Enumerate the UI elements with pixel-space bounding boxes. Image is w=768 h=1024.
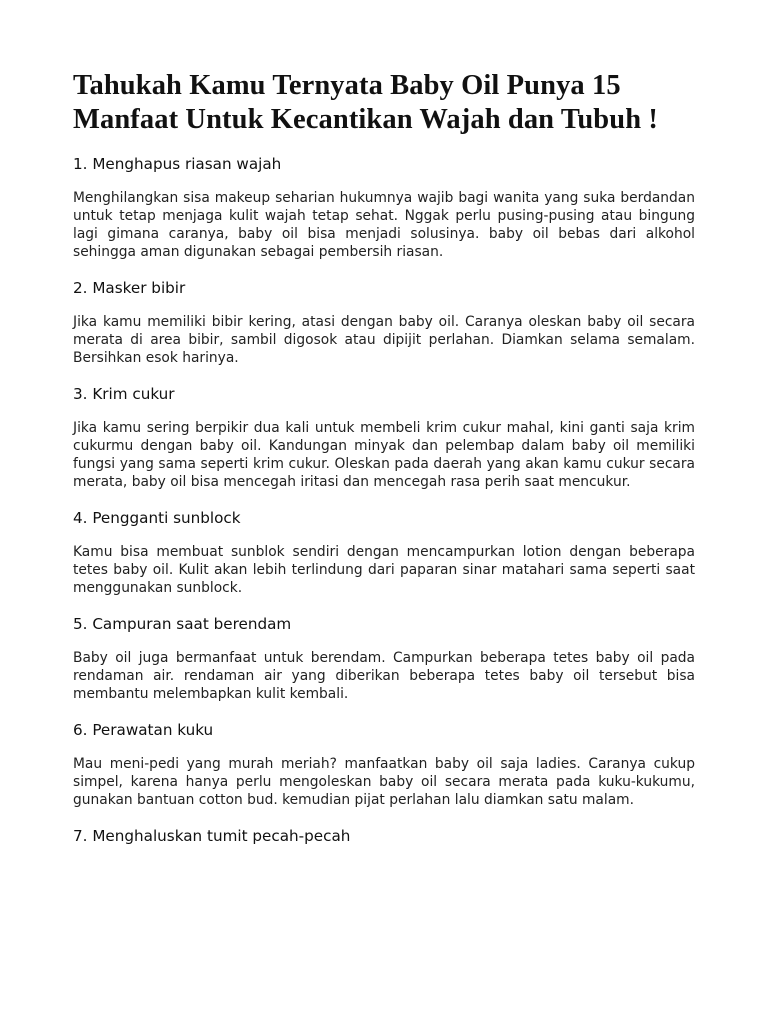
- section-paragraph: Menghilangkan sisa makeup seharian hukumnya wajib bagi wanita yang suka berdandan untuk tetap menjaga kulit wajah tetap sehat. Nggak perlu pusing-pusing atau bingung lagi gimana caranya, baby oil bisa menjadi solusinya. baby oil bebas dari alkohol sehingga aman digunakan sebagai pembersih riasan.: [73, 190, 695, 260]
- section-heading: 7. Menghaluskan tumit pecah-pecah: [73, 827, 351, 845]
- section-4: [73, 509, 695, 597]
- section-heading: 4. Pengganti sunblock: [73, 509, 241, 527]
- section-paragraph: Mau meni-pedi yang murah meriah? manfaatkan baby oil saja ladies. Caranya cukup simpel, karena hanya perlu mengoleskan baby oil secara merata pada kuku-kukumu, gunakan bantuan cotton bud. kemudian pijat perlahan lalu diamkan satu malam.: [73, 756, 695, 808]
- section-1: [73, 155, 695, 261]
- section-paragraph: Kamu bisa membuat sunblok sendiri dengan mencampurkan lotion dengan beberapa tetes baby oil. Kulit akan lebih terlindung dari paparan sinar matahari sama seperti saat menggunakan sunblock.: [73, 544, 695, 596]
- section-heading: 3. Krim cukur: [73, 385, 175, 403]
- document-page: [73, 69, 695, 845]
- section-6: [73, 721, 695, 809]
- section-paragraph: Baby oil juga bermanfaat untuk berendam. Campurkan beberapa tetes baby oil pada rendaman air. rendaman air yang diberikan beberapa tetes baby oil tersebut bisa membantu melembapkan kulit kembali.: [73, 650, 695, 702]
- article-title: Tahukah Kamu Ternyata Baby Oil Punya 15 Manfaat Untuk Kecantikan Wajah dan Tubuh !: [73, 70, 658, 135]
- section-heading: 1. Menghapus riasan wajah: [73, 155, 282, 173]
- section-5: [73, 615, 695, 703]
- section-paragraph: Jika kamu memiliki bibir kering, atasi dengan baby oil. Caranya oleskan baby oil secara merata di area bibir, sambil digosok atau dipijit perlahan. Diamkan selama semalam. Bersihkan esok harinya.: [73, 314, 695, 366]
- section-heading: 6. Perawatan kuku: [73, 721, 214, 739]
- section-3: [73, 385, 695, 491]
- section-2: [73, 279, 695, 367]
- section-paragraph: Jika kamu sering berpikir dua kali untuk membeli krim cukur mahal, kini ganti saja krim cukurmu dengan baby oil. Kandungan minyak dan pelembap dalam baby oil memiliki fungsi yang sama seperti krim cukur. Oleskan pada daerah yang akan kamu cukur secara merata, baby oil bisa mencegah iritasi dan mencegah rasa perih saat mencukur.: [73, 420, 695, 490]
- section-7: [73, 827, 695, 845]
- section-heading: 2. Masker bibir: [73, 279, 186, 297]
- section-heading: 5. Campuran saat berendam: [73, 615, 292, 633]
